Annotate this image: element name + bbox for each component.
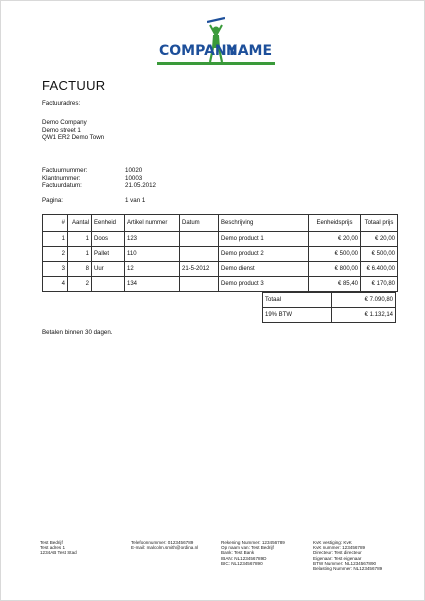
footer-line: Bank: Test Bank [221, 550, 255, 556]
footer-contact [131, 540, 198, 550]
column-header: Eenheidsprijs [309, 215, 361, 232]
totals-label: 19% BTW [263, 308, 332, 323]
totals-row [263, 308, 396, 323]
table-row [43, 262, 398, 277]
table-cell: € 20,00 [361, 232, 398, 247]
table-cell: Uur [92, 262, 125, 277]
table-cell: 1 [43, 232, 68, 247]
footer-line: Op naam van: Test Bedrijf [221, 545, 274, 551]
table-cell: 123 [125, 232, 180, 247]
table-cell: 1 [68, 247, 92, 262]
column-header: Totaal prijs [361, 215, 398, 232]
footer-company [40, 540, 77, 556]
footer-line: IBAN: NL123456789D [221, 555, 267, 561]
table-cell: € 170,80 [361, 277, 398, 292]
table-cell: € 6.400,00 [361, 262, 398, 277]
billing-address [42, 119, 104, 142]
table-cell: Demo product 2 [219, 247, 309, 262]
table-row [43, 277, 398, 292]
table-cell: 2 [68, 277, 92, 292]
table-cell: € 500,00 [361, 247, 398, 262]
column-header: Aantal [68, 215, 92, 232]
meta-label: Klantnummer: [42, 174, 81, 182]
column-header: Artikel nummer [125, 215, 180, 232]
invoice-meta [42, 167, 156, 190]
footer-line: Eigenaar: Test eigenaar [313, 555, 362, 561]
page-value: 1 van 1 [125, 197, 146, 204]
table-cell: € 20,00 [309, 232, 361, 247]
footer-line: Test Bedrijf [40, 540, 63, 545]
table-cell: 2 [43, 247, 68, 262]
page-number [42, 197, 145, 205]
footer-line: Telefoonnummer: 0123456789 [131, 540, 194, 545]
footer-line: BIC: NL1234567890 [221, 560, 263, 566]
totals-row [263, 293, 396, 308]
address-line: Demo Company [42, 119, 87, 126]
table-cell: 3 [43, 262, 68, 277]
meta-label: Factuurdatum: [42, 182, 82, 189]
table-cell: Demo product 1 [219, 232, 309, 247]
column-header: Beschrijving [219, 215, 309, 232]
address-line: Demo street 1 [42, 126, 81, 134]
table-row [43, 232, 398, 247]
table-header-row [43, 215, 398, 232]
logo-word-company: COMPANY [159, 43, 237, 59]
column-header: Eenheid [92, 215, 125, 232]
payment-terms: Betalen binnen 30 dagen. [42, 329, 113, 336]
footer-line: BTW Nummer: NL1234567890 [313, 560, 377, 566]
logo-underline [157, 62, 275, 65]
table-cell: 8 [68, 262, 92, 277]
totals-value: € 7.090,80 [332, 293, 396, 308]
footer-line: KvK vestiging: KvK [313, 540, 352, 545]
table-cell: € 800,00 [309, 262, 361, 277]
table-cell: 110 [125, 247, 180, 262]
address-line: QW1 ER2 Demo Town [42, 134, 105, 141]
address-label: Factuuradres: [42, 100, 81, 107]
meta-row [42, 175, 156, 183]
table-cell: Pallet [92, 247, 125, 262]
logo-word-name: NAME [226, 43, 273, 59]
column-header: Datum [180, 215, 219, 232]
table-cell [180, 247, 219, 262]
table-cell: 4 [43, 277, 68, 292]
meta-value: 10003 [125, 174, 143, 182]
meta-label: Factuurnummer: [42, 167, 88, 174]
meta-row [42, 182, 156, 190]
page-title: FACTUUR [42, 78, 106, 93]
table-cell: Doos [92, 232, 125, 247]
table-cell: 21-5-2012 [180, 262, 219, 277]
table-row [43, 247, 398, 262]
table-cell: Demo dienst [219, 262, 309, 277]
totals-value: € 1.132,14 [332, 308, 396, 323]
company-logo [157, 16, 275, 72]
page-label: Pagina: [42, 197, 63, 204]
footer-line: Directeur: Test directeur [313, 550, 362, 556]
meta-value: 10020 [125, 167, 143, 174]
totals-label: Totaal [263, 293, 332, 308]
footer-line: Rekening Nummer: 123456789 [221, 540, 285, 545]
table-cell: Demo product 3 [219, 277, 309, 292]
table-cell: 1 [68, 232, 92, 247]
footer-registration [313, 540, 382, 571]
footer-line: Belasting Nummer: NL123456789 [313, 566, 383, 572]
totals-table [262, 292, 396, 323]
table-cell: 12 [125, 262, 180, 277]
meta-row [42, 167, 156, 175]
table-cell [92, 277, 125, 292]
footer-bank [221, 540, 285, 566]
table-cell: 134 [125, 277, 180, 292]
meta-value: 21.05.2012 [125, 182, 156, 189]
invoice-table [42, 214, 398, 292]
table-cell: € 85,40 [309, 277, 361, 292]
table-cell [180, 232, 219, 247]
column-header: # [43, 215, 68, 232]
footer-line: E-mail: malcolm.smith@ordina.nl [131, 545, 199, 551]
footer-line: 1234AB Test Stad [40, 550, 77, 556]
footer-line: KvK nummer: 123456789 [313, 545, 366, 551]
table-cell: € 500,00 [309, 247, 361, 262]
table-cell [180, 277, 219, 292]
footer-line: Test adres 1 [40, 545, 66, 551]
